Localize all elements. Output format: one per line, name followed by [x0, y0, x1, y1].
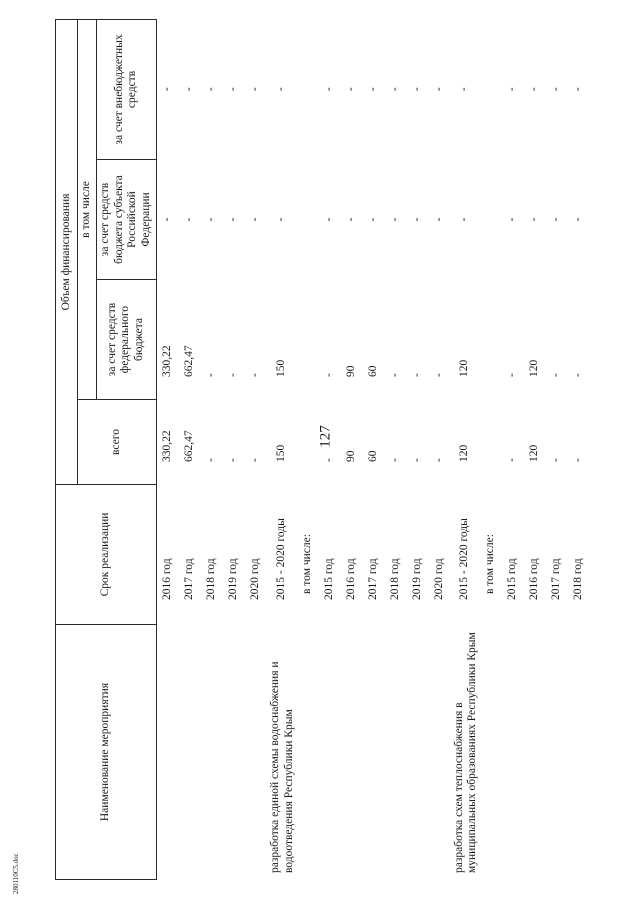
table-row [524, 19, 546, 879]
cell-total [480, 400, 502, 485]
cell-name [245, 625, 267, 880]
cell-period: 2015 год [322, 558, 335, 600]
rotated-table-wrapper [55, 20, 585, 880]
cell-period: 2018 год [388, 558, 401, 600]
table-row [385, 19, 407, 879]
cell-name [480, 625, 502, 880]
table-row [546, 19, 568, 879]
footer-code: 280110C5.doc [12, 853, 20, 894]
cell-period: 2019 год [227, 558, 240, 600]
table-row [480, 19, 502, 879]
cell-regional [480, 160, 502, 280]
cell-period: 2017 год [366, 558, 379, 600]
cell-regional: - [550, 217, 563, 222]
cell-extra: - [161, 87, 174, 92]
cell-total [297, 400, 319, 485]
cell-federal: 120 [528, 359, 541, 377]
cell-regional: - [274, 217, 287, 222]
cell-extra: - [388, 87, 401, 92]
cell-extra: - [432, 87, 445, 92]
cell-federal: - [322, 373, 335, 377]
cell-regional: - [388, 217, 401, 222]
cell-extra [480, 19, 502, 159]
cell-federal: - [227, 373, 240, 377]
cell-regional: - [249, 217, 262, 222]
table-body [156, 19, 590, 879]
cell-regional [297, 160, 319, 280]
table-row [319, 19, 341, 879]
cell-name [201, 625, 223, 880]
cell-period: 2017 год [550, 558, 563, 600]
cell-period: 2015 - 2020 годы [458, 518, 471, 600]
cell-regional: - [432, 217, 445, 222]
cell-total: - [572, 458, 585, 462]
cell-total: 120 [528, 444, 541, 462]
cell-total: - [227, 458, 240, 462]
cell-period: 2016 год [344, 558, 357, 600]
cell-name [407, 625, 429, 880]
cell-regional: - [161, 217, 174, 222]
table-row [502, 19, 524, 879]
cell-name [319, 625, 341, 880]
cell-federal: - [388, 373, 401, 377]
cell-total: - [550, 458, 563, 462]
cell-extra: - [344, 87, 357, 92]
table-row [429, 19, 451, 879]
cell-regional: - [183, 217, 196, 222]
cell-name: разработка схем теплоснабжения в муниципальных образованиях Республики Крым [452, 632, 479, 873]
cell-extra [297, 19, 319, 159]
cell-regional: - [458, 217, 471, 222]
cell-total: 330,22 [161, 430, 174, 462]
cell-extra: - [458, 87, 471, 92]
table-row [451, 19, 481, 879]
cell-regional: - [572, 217, 585, 222]
cell-federal: - [205, 373, 218, 377]
cell-name [223, 625, 245, 880]
cell-extra: - [366, 87, 379, 92]
cell-extra: - [274, 87, 287, 92]
cell-period: 2018 год [572, 558, 585, 600]
cell-name [429, 625, 451, 880]
cell-total: - [388, 458, 401, 462]
cell-total: - [322, 458, 335, 462]
cell-regional: - [366, 217, 379, 222]
cell-period: 2016 год [161, 558, 174, 600]
cell-regional: - [322, 217, 335, 222]
cell-extra: - [205, 87, 218, 92]
table-row [341, 19, 363, 879]
cell-regional: - [410, 217, 423, 222]
header-period: Срок реализации [56, 485, 157, 625]
cell-federal: - [249, 373, 262, 377]
cell-total: 120 [458, 444, 471, 462]
header-total: всего [78, 400, 157, 485]
page-number: 127 [317, 425, 334, 448]
cell-total: 150 [274, 444, 287, 462]
cell-name [385, 625, 407, 880]
cell-extra: - [227, 87, 240, 92]
cell-period: в том числе: [484, 534, 497, 594]
table-row [245, 19, 267, 879]
cell-extra: - [183, 87, 196, 92]
cell-total: - [432, 458, 445, 462]
cell-name [502, 625, 524, 880]
table-row [267, 19, 297, 879]
cell-total: - [506, 458, 519, 462]
header-extra: за счет внебюджетных средств [96, 19, 156, 159]
cell-extra: - [528, 87, 541, 92]
cell-period: 2019 год [410, 558, 423, 600]
cell-name: разработка единой схемы водоснабжения и водоотведения Республики Крым [268, 661, 295, 873]
cell-federal [480, 280, 502, 400]
cell-period: 2017 год [183, 558, 196, 600]
cell-regional: - [205, 217, 218, 222]
cell-period: 2015 год [506, 558, 519, 600]
cell-total: - [205, 458, 218, 462]
cell-federal: - [432, 373, 445, 377]
cell-name [179, 625, 201, 880]
cell-federal: 90 [344, 365, 357, 377]
cell-total: 60 [366, 450, 379, 462]
cell-period: 2020 год [249, 558, 262, 600]
cell-name [524, 625, 546, 880]
cell-period: 2018 год [205, 558, 218, 600]
cell-name [546, 625, 568, 880]
cell-period: 2020 год [432, 558, 445, 600]
cell-federal: - [572, 373, 585, 377]
cell-period: 2016 год [528, 558, 541, 600]
cell-period: 2015 - 2020 годы [274, 518, 287, 600]
cell-federal: 120 [458, 359, 471, 377]
cell-name [297, 625, 319, 880]
table-row [297, 19, 319, 879]
header-funding: Объем финансирования [56, 19, 78, 484]
cell-extra: - [506, 87, 519, 92]
table-row [363, 19, 385, 879]
cell-name [341, 625, 363, 880]
cell-federal: - [506, 373, 519, 377]
table-row [201, 19, 223, 879]
cell-name [568, 625, 590, 880]
cell-federal: 150 [274, 359, 287, 377]
cell-name [156, 625, 179, 880]
cell-extra: - [550, 87, 563, 92]
cell-extra: - [322, 87, 335, 92]
cell-federal: 662,47 [183, 345, 196, 377]
cell-extra: - [410, 87, 423, 92]
cell-federal [297, 280, 319, 400]
table-row [407, 19, 429, 879]
cell-total: 90 [344, 450, 357, 462]
cell-extra: - [249, 87, 262, 92]
cell-total: - [410, 458, 423, 462]
funding-table [55, 19, 590, 880]
cell-federal: 330,22 [161, 345, 174, 377]
cell-regional: - [344, 217, 357, 222]
table-row [223, 19, 245, 879]
cell-name [363, 625, 385, 880]
header-federal: за счет средств федерального бюджета [96, 280, 156, 400]
header-including: в том числе [78, 19, 97, 399]
header-regional: за счет средств бюджета субъекта Российской Федерации [96, 160, 156, 280]
table-row [156, 19, 179, 879]
cell-total: 662,47 [183, 430, 196, 462]
cell-period: в том числе: [300, 534, 313, 594]
cell-regional: - [528, 217, 541, 222]
header-name: Наименование мероприятия [56, 625, 157, 880]
cell-total: - [249, 458, 262, 462]
cell-federal: - [550, 373, 563, 377]
cell-federal: - [410, 373, 423, 377]
table-row [568, 19, 590, 879]
cell-regional: - [227, 217, 240, 222]
cell-regional: - [506, 217, 519, 222]
cell-federal: 60 [366, 365, 379, 377]
table-row [179, 19, 201, 879]
cell-extra: - [572, 87, 585, 92]
